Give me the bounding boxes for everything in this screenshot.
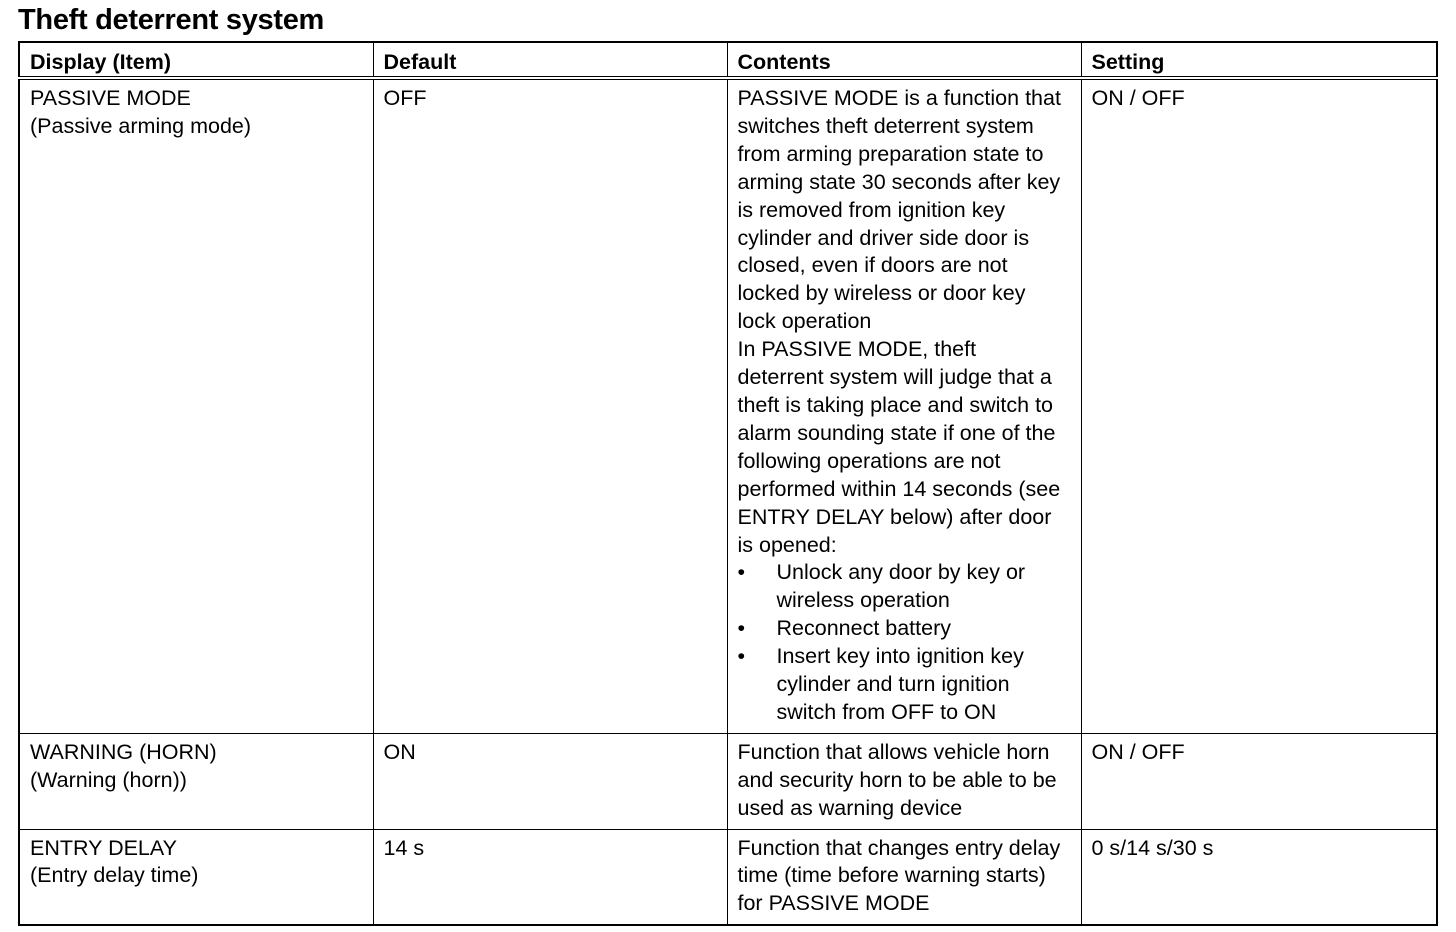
bullet-list	[738, 559, 1073, 726]
bullet-item	[738, 559, 1073, 615]
contents-line: deterrent system will judge that a	[737, 365, 1052, 390]
cell-default	[373, 78, 727, 733]
contents-line: from arming preparation state to	[737, 141, 1044, 166]
table-row-entry-delay	[19, 829, 1437, 925]
bullet-text: wireless operation	[776, 588, 950, 613]
item-subtitle: (Entry delay time)	[30, 863, 199, 888]
table-row-warning-horn	[19, 733, 1437, 829]
default-value: ON	[383, 739, 416, 764]
table-row-passive-mode	[19, 78, 1437, 733]
bullet-icon: •	[737, 616, 746, 641]
contents-line: is opened:	[737, 532, 837, 557]
contents-line: lock operation	[737, 309, 872, 334]
contents-line: switches theft deterrent system	[737, 113, 1034, 138]
cell-item	[19, 829, 373, 925]
contents-line: cylinder and driver side door is	[737, 225, 1030, 250]
default-value: OFF	[383, 86, 427, 110]
default-value: 14 s	[383, 835, 425, 860]
setting-value: 0 s/14 s/30 s	[1091, 835, 1214, 860]
contents-line: arming state 30 seconds after key	[737, 169, 1061, 194]
contents-line: is removed from ignition key	[737, 197, 1006, 222]
contents-line: following operations are not	[737, 448, 1001, 473]
cell-setting	[1081, 733, 1437, 829]
bullet-text: cylinder and turn ignition	[776, 672, 1010, 697]
header-display-item: Display (Item)	[19, 42, 373, 78]
page-title: Theft deterrent system	[18, 4, 325, 36]
bullet-text: Insert key into ignition key	[776, 644, 1024, 669]
cell-item	[19, 78, 373, 733]
setting-value: ON / OFF	[1091, 739, 1185, 764]
cell-setting	[1081, 78, 1437, 733]
contents-line: ENTRY DELAY below) after door	[737, 504, 1052, 529]
cell-contents	[727, 733, 1081, 829]
item-name: WARNING (HORN)	[30, 739, 217, 764]
bullet-text: Unlock any door by key or	[776, 560, 1026, 585]
contents-line: Function that changes entry delay	[737, 835, 1061, 860]
cell-contents	[727, 78, 1081, 733]
bullet-item	[738, 615, 1073, 643]
cell-contents	[727, 829, 1081, 925]
contents-line: In PASSIVE MODE, theft	[737, 337, 977, 362]
header-default: Default	[373, 42, 727, 78]
contents-line: locked by wireless or door key	[737, 281, 1026, 306]
item-name: ENTRY DELAY	[30, 835, 177, 860]
item-subtitle: (Warning (horn))	[30, 767, 187, 792]
bullet-item	[738, 643, 1073, 727]
bullet-text: Reconnect battery	[776, 616, 951, 641]
contents-line: for PASSIVE MODE	[737, 891, 930, 916]
cell-item	[19, 733, 373, 829]
contents-line: performed within 14 seconds (see	[737, 476, 1061, 501]
header-setting: Setting	[1081, 42, 1437, 78]
contents-line: Function that allows vehicle horn	[737, 739, 1050, 764]
cell-default	[373, 733, 727, 829]
contents-line: PASSIVE MODE is a function that	[737, 86, 1061, 110]
contents-line: closed, even if doors are not	[737, 253, 1008, 278]
bullet-icon: •	[737, 560, 746, 585]
contents-line: theft is taking place and switch to	[737, 392, 1054, 417]
contents-line: alarm sounding state if one of the	[737, 420, 1056, 445]
table-header-row	[19, 42, 1437, 78]
header-contents: Contents	[727, 42, 1081, 78]
bullet-icon: •	[737, 644, 746, 669]
cell-default	[373, 829, 727, 925]
settings-table	[18, 41, 1438, 926]
setting-value: ON / OFF	[1091, 86, 1185, 110]
contents-line: time (time before warning starts)	[737, 863, 1046, 888]
item-subtitle: (Passive arming mode)	[30, 113, 252, 138]
contents-line: used as warning device	[737, 795, 963, 820]
bullet-text: switch from OFF to ON	[776, 699, 997, 724]
contents-line: and security horn to be able to be	[737, 767, 1057, 792]
cell-setting	[1081, 829, 1437, 925]
item-name: PASSIVE MODE	[30, 86, 191, 110]
